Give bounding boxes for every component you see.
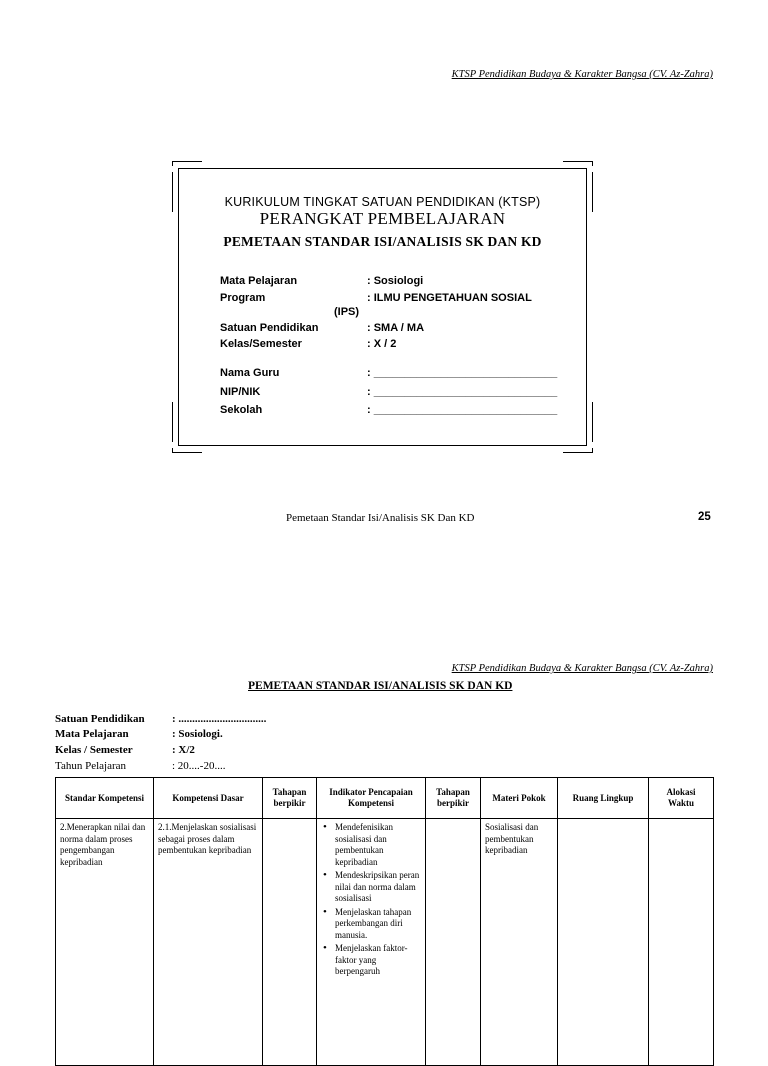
- field-label-sekolah: Sekolah: [220, 404, 263, 416]
- column-header: Materi Pokok: [481, 778, 558, 819]
- side-mark: [592, 402, 593, 442]
- table-row: [56, 819, 714, 1066]
- cell-tahapan-berpikir: [263, 819, 317, 1066]
- document-title: PEMETAAN STANDAR ISI/ANALISIS SK DAN KD: [248, 680, 513, 692]
- meta-value-tahun: : 20....-20....: [172, 760, 226, 772]
- cell-indikator: [317, 819, 426, 1066]
- column-header: Kompetensi Dasar: [154, 778, 263, 819]
- corner-mark: [592, 161, 593, 166]
- field-value-nip: : ______________________________: [367, 386, 558, 398]
- field-label-mapel: Mata Pelajaran: [220, 275, 298, 287]
- list-item: • Menjelaskan tahapan perkembangan diri manusia.: [335, 907, 421, 942]
- cover-title-ktsp: KURIKULUM TINGKAT SATUAN PENDIDIKAN (KTSP): [224, 195, 541, 209]
- meta-value-mapel: : Sosiologi.: [172, 728, 223, 740]
- corner-mark: [563, 161, 593, 162]
- cell-ruang-lingkup: [558, 819, 649, 1066]
- page-header-2: KTSP Pendidikan Budaya & Karakter Bangsa (CV. Az-Zahra): [451, 663, 713, 674]
- column-header: Indikator Pencapaian Kompetensi: [317, 778, 426, 819]
- field-value-program-cont: (IPS): [334, 306, 360, 318]
- indikator-list: [321, 822, 421, 978]
- side-mark: [172, 402, 173, 442]
- cell-standar-kompetensi: 2.Menerapkan nilai dan norma dalam proses pengembangan kepribadian: [56, 819, 154, 1066]
- corner-mark: [563, 452, 593, 453]
- meta-value-satuan: : ................................: [172, 713, 267, 725]
- column-header: Alokasi Waktu: [649, 778, 714, 819]
- meta-value-kelas: : X/2: [172, 744, 195, 756]
- column-header: Tahapan berpikir: [263, 778, 317, 819]
- corner-mark: [172, 452, 202, 453]
- corner-mark: [172, 161, 202, 162]
- field-value-sekolah: : ______________________________: [367, 404, 558, 416]
- field-label-guru: Nama Guru: [220, 367, 280, 379]
- mapping-table: [55, 777, 714, 1066]
- corner-mark: [172, 448, 173, 453]
- side-mark: [172, 172, 173, 212]
- list-item: • Mendeskripsikan peran nilai dan norma dalam sosialisasi: [335, 870, 421, 905]
- page-footer: Pemetaan Standar Isi/Analisis SK Dan KD: [286, 512, 475, 524]
- list-item: • Menjelaskan faktor-faktor yang berpengaruh: [335, 943, 421, 978]
- corner-mark: [172, 161, 173, 166]
- page-number: 25: [698, 511, 711, 523]
- table-header-row: [56, 778, 714, 819]
- cell-kompetensi-dasar: 2.1.Menjelaskan sosialisasi sebagai proses dalam pembentukan kepribadian: [154, 819, 263, 1066]
- meta-label-tahun: Tahun Pelajaran: [55, 760, 127, 772]
- cover-title-pemetaan: PEMETAAN STANDAR ISI/ANALISIS SK DAN KD: [223, 234, 542, 249]
- field-label-kelas: Kelas/Semester: [220, 338, 302, 350]
- column-header: Tahapan berpikir: [426, 778, 481, 819]
- column-header: Ruang Lingkup: [558, 778, 649, 819]
- meta-label-mapel: Mata Pelajaran: [55, 728, 129, 740]
- corner-mark: [592, 448, 593, 453]
- field-label-satuan: Satuan Pendidikan: [220, 322, 319, 334]
- meta-label-kelas: Kelas / Semester: [55, 744, 133, 756]
- field-value-mapel: : Sosiologi: [367, 275, 424, 287]
- cell-materi-pokok: Sosialisasi dan pembentukan kepribadian: [481, 819, 558, 1066]
- meta-label-satuan: Satuan Pendidikan: [55, 713, 145, 725]
- field-value-kelas: : X / 2: [367, 338, 397, 350]
- column-header: Standar Kompetensi: [56, 778, 154, 819]
- field-label-nip: NIP/NIK: [220, 386, 261, 398]
- field-label-program: Program: [220, 292, 266, 304]
- page-header: KTSP Pendidikan Budaya & Karakter Bangsa (CV. Az-Zahra): [451, 69, 713, 80]
- field-value-guru: : ______________________________: [367, 367, 558, 379]
- cover-box: [178, 168, 587, 446]
- cover-title-perangkat: PERANGKAT PEMBELAJARAN: [259, 209, 506, 228]
- list-item: • Mendefenisikan sosialisasi dan pembentukan kepribadian: [335, 822, 421, 868]
- cell-alokasi-waktu: [649, 819, 714, 1066]
- field-value-satuan: : SMA / MA: [367, 322, 425, 334]
- side-mark: [592, 172, 593, 212]
- field-value-program: : ILMU PENGETAHUAN SOSIAL: [367, 292, 532, 304]
- cell-tahapan-berpikir-2: [426, 819, 481, 1066]
